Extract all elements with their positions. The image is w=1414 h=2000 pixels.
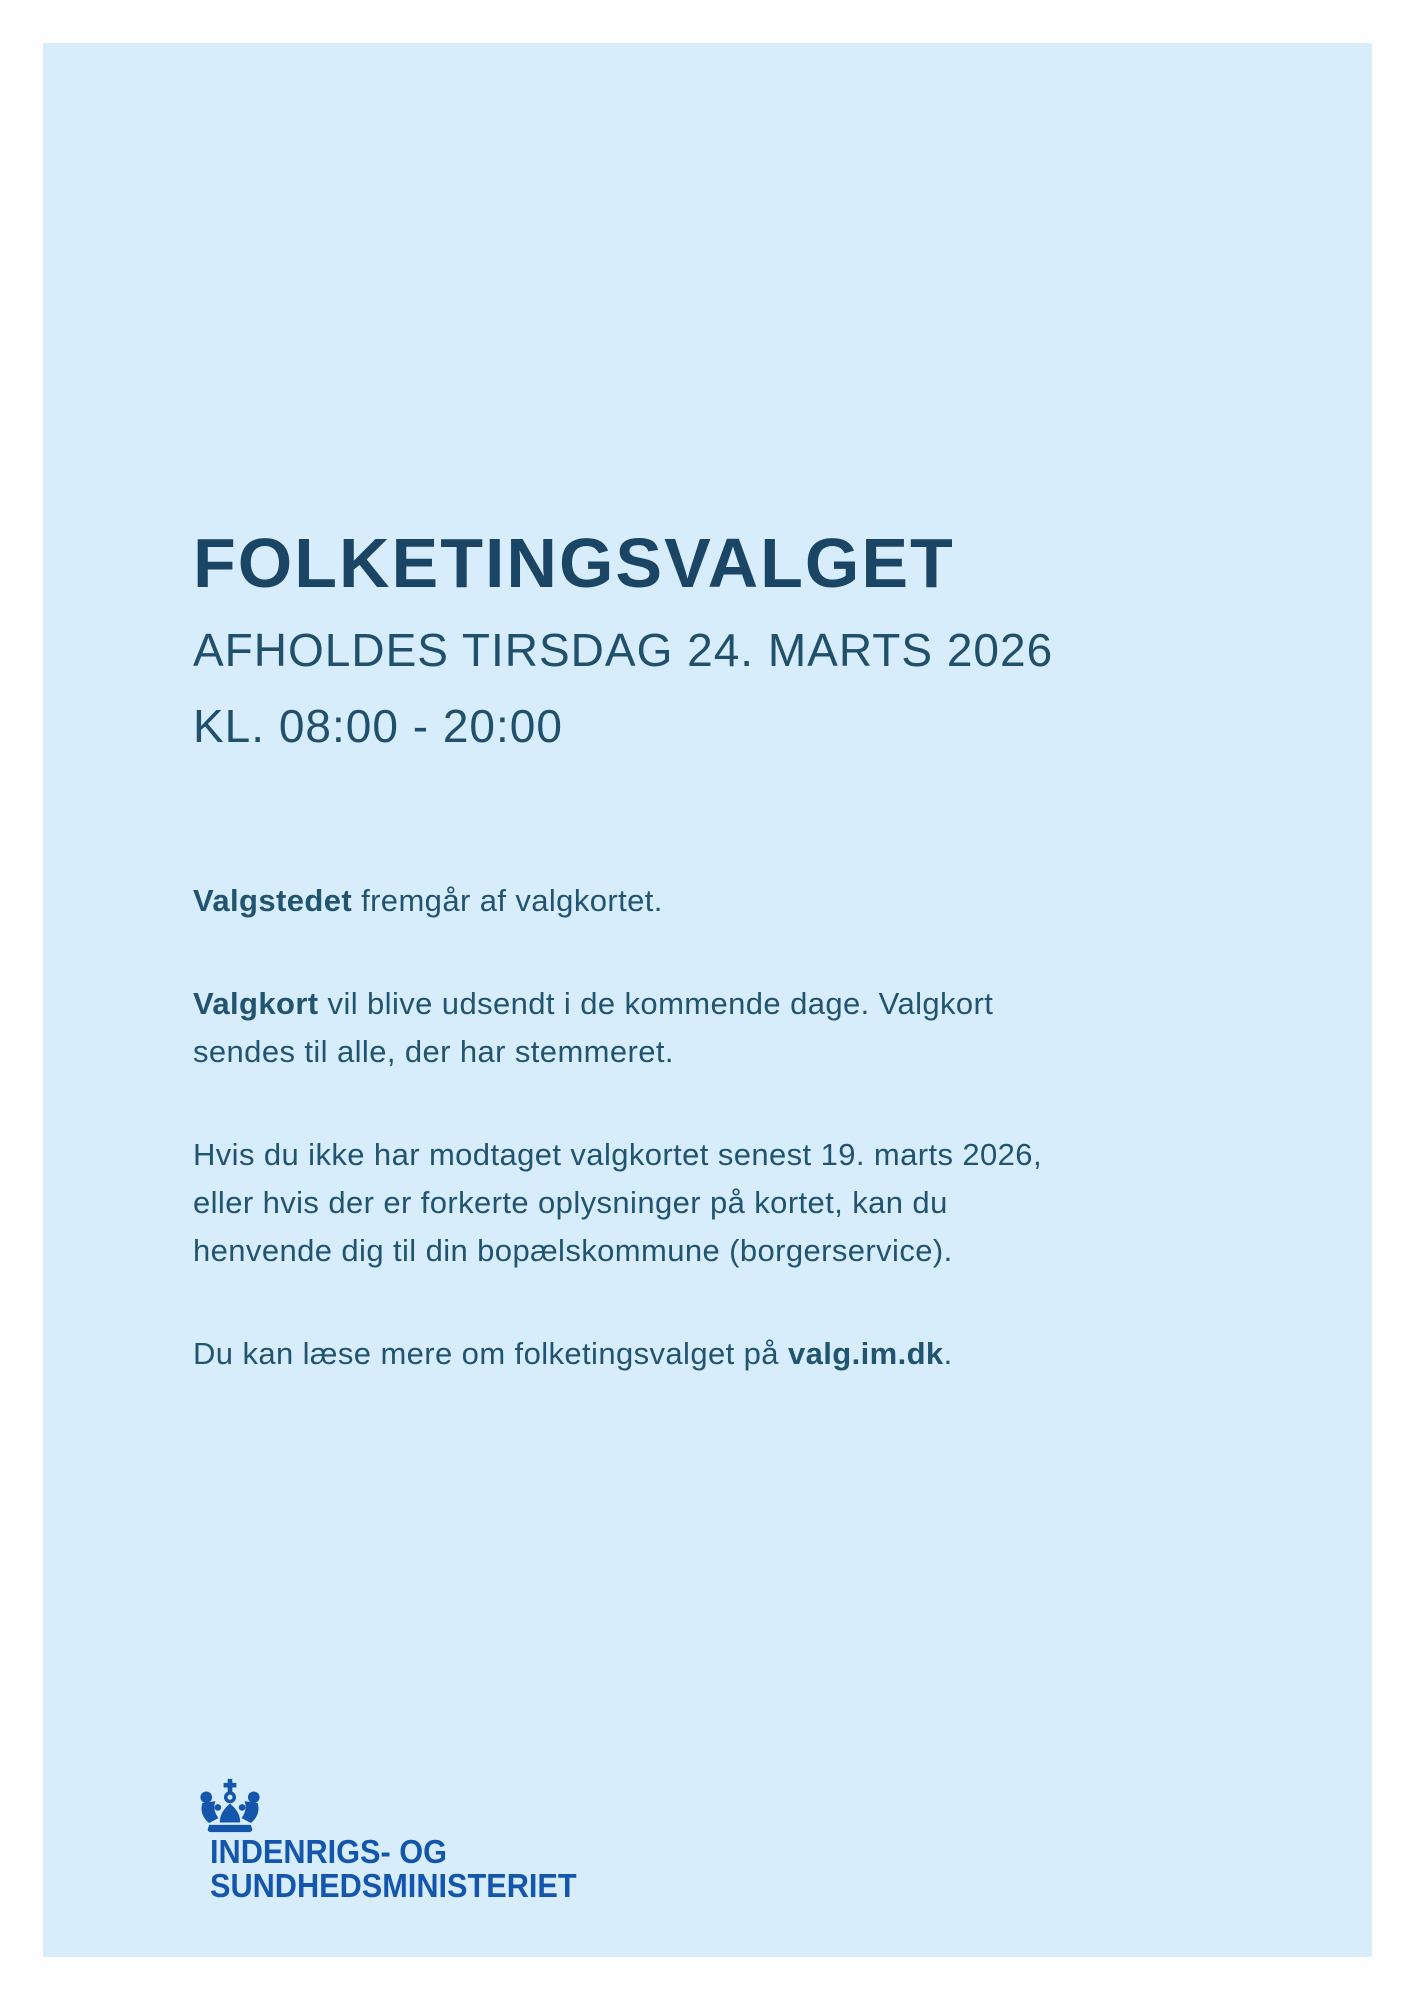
paragraph-valgstedet-lead: Valgstedet xyxy=(193,883,353,918)
paragraph-more-info-text: Du kan læse mere om folketingsvalget på xyxy=(193,1336,788,1371)
website-mention: valg.im.dk xyxy=(787,1336,944,1371)
paragraph-missing-card-line-1: Hvis du ikke har modtaget valgkortet senest 19. marts 2026, xyxy=(193,1137,1042,1172)
paragraph-missing-card-line-3: henvende dig til din bopælskommune (borgerservice). xyxy=(193,1233,953,1268)
ministry-name xyxy=(210,1835,577,1903)
paragraph-valgkort xyxy=(193,980,1042,1076)
poster-card xyxy=(43,43,1372,1957)
paragraph-valgkort-lead: Valgkort xyxy=(193,986,319,1021)
paragraph-valgstedet-text: fremgår af valgkortet. xyxy=(352,883,663,918)
subtitle xyxy=(193,612,1053,764)
ministry-logo xyxy=(198,1778,262,1833)
paragraph-valgkort-line-2: sendes til alle, der har stemmeret. xyxy=(193,1034,674,1069)
crown-icon xyxy=(198,1778,262,1833)
subtitle-line-1: AFHOLDES TIRSDAG 24. MARTS 2026 xyxy=(193,624,1054,676)
paragraph-more-info-period: . xyxy=(943,1336,953,1371)
page-title: FOLKETINGSVALGET xyxy=(193,524,955,602)
body-copy xyxy=(193,877,1042,1433)
paragraph-missing-card-line-2: eller hvis der er forkerte oplysninger på kortet, kan du xyxy=(193,1185,948,1220)
paragraph-missing-card xyxy=(193,1131,1042,1275)
subtitle-line-2: KL. 08:00 - 20:00 xyxy=(193,700,563,752)
ministry-name-line-2: SUNDHEDSMINISTERIET xyxy=(210,1867,577,1904)
ministry-name-line-1: INDENRIGS- OG xyxy=(210,1833,448,1870)
paragraph-more-info xyxy=(193,1330,1042,1378)
paragraph-valgkort-line-1: vil blive udsendt i de kommende dage. Valgkort xyxy=(318,986,994,1021)
paragraph-valgstedet xyxy=(193,877,1042,925)
